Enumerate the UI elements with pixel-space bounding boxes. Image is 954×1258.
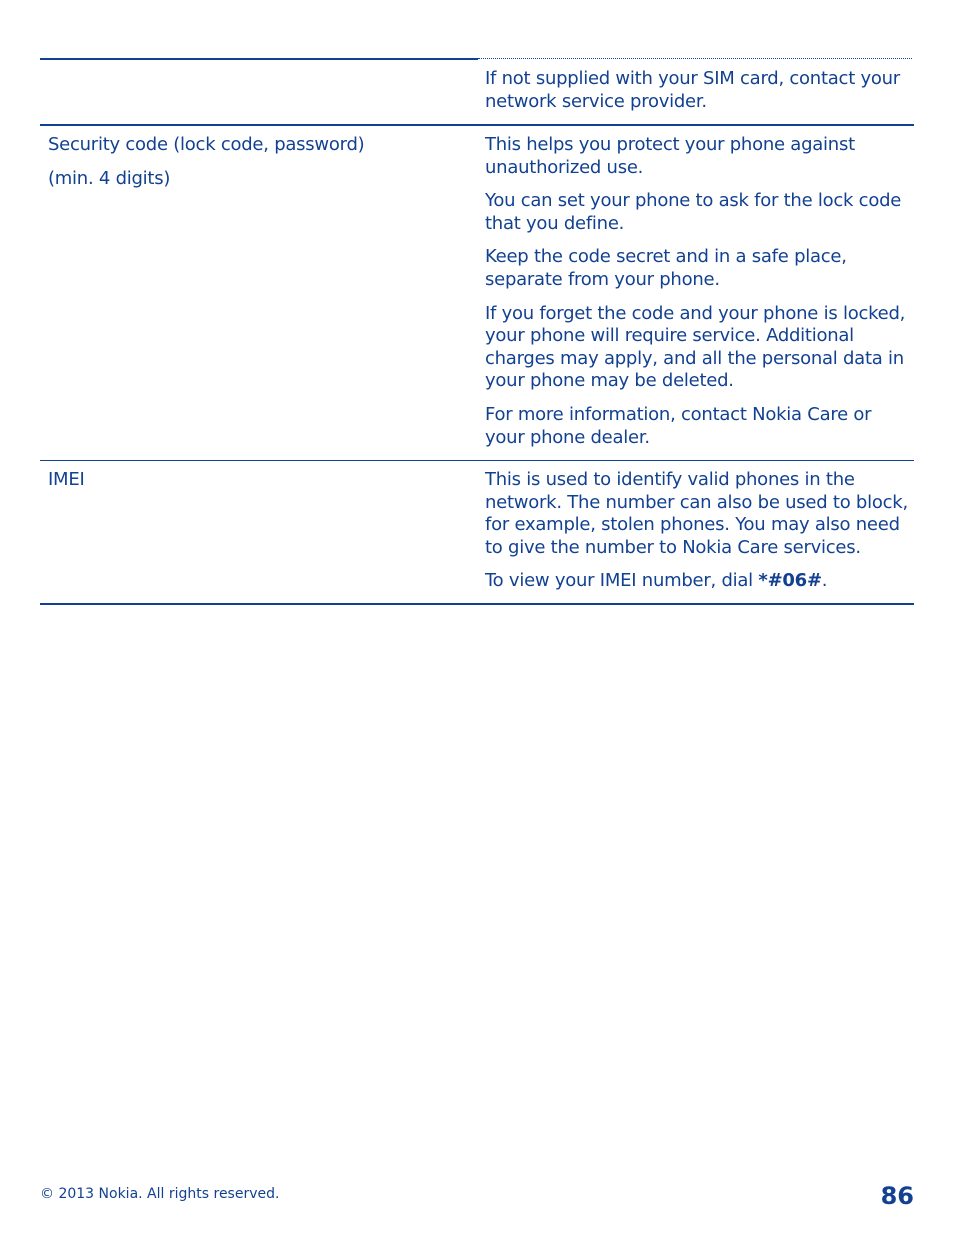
- cell-paragraph: Security code (lock code, password): [48, 134, 365, 155]
- table-row: [40, 124, 914, 462]
- table-cell-code-name: [48, 134, 448, 201]
- table-cell-code-name: [48, 469, 448, 503]
- imei-instruction: [485, 570, 913, 593]
- cell-paragraph: If not supplied with your SIM card, contact your network service provider.: [485, 68, 900, 112]
- imei-instruction-end: .: [821, 570, 828, 592]
- table-cell-description: [485, 134, 913, 460]
- table-top-dotted-rule: [478, 58, 912, 59]
- table-bottom-rule: [40, 603, 914, 605]
- imei-dial-code: *#06#: [758, 570, 822, 592]
- table-cell-description: [485, 68, 913, 124]
- cell-paragraph: For more information, contact Nokia Care or your phone dealer.: [485, 403, 872, 448]
- imei-instruction-text: To view your IMEI number, dial: [485, 570, 759, 592]
- page-number: 86: [880, 1182, 914, 1210]
- table-row: [40, 460, 914, 604]
- cell-paragraph: (min. 4 digits): [48, 167, 171, 189]
- table-row: [40, 60, 914, 124]
- cell-paragraph: This helps you protect your phone against unauthorized use.: [485, 134, 855, 178]
- cell-paragraph: IMEI: [48, 469, 85, 490]
- cell-paragraph: Keep the code secret and in a safe place, separate from your phone.: [485, 246, 847, 290]
- footer-copyright: © 2013 Nokia. All rights reserved.: [40, 1186, 280, 1202]
- cell-paragraph: You can set your phone to ask for the lock code that you define.: [485, 190, 902, 234]
- cell-paragraph: This is used to identify valid phones in the network. The number can also be used to block, for example, stolen phones. You may also need to give the number to Nokia Care services.: [485, 469, 908, 558]
- table-cell-description: [485, 469, 913, 604]
- cell-paragraph: If you forget the code and your phone is locked, your phone will require service. Additional charges may apply, and all the personal data in your phone may be deleted.: [485, 302, 906, 392]
